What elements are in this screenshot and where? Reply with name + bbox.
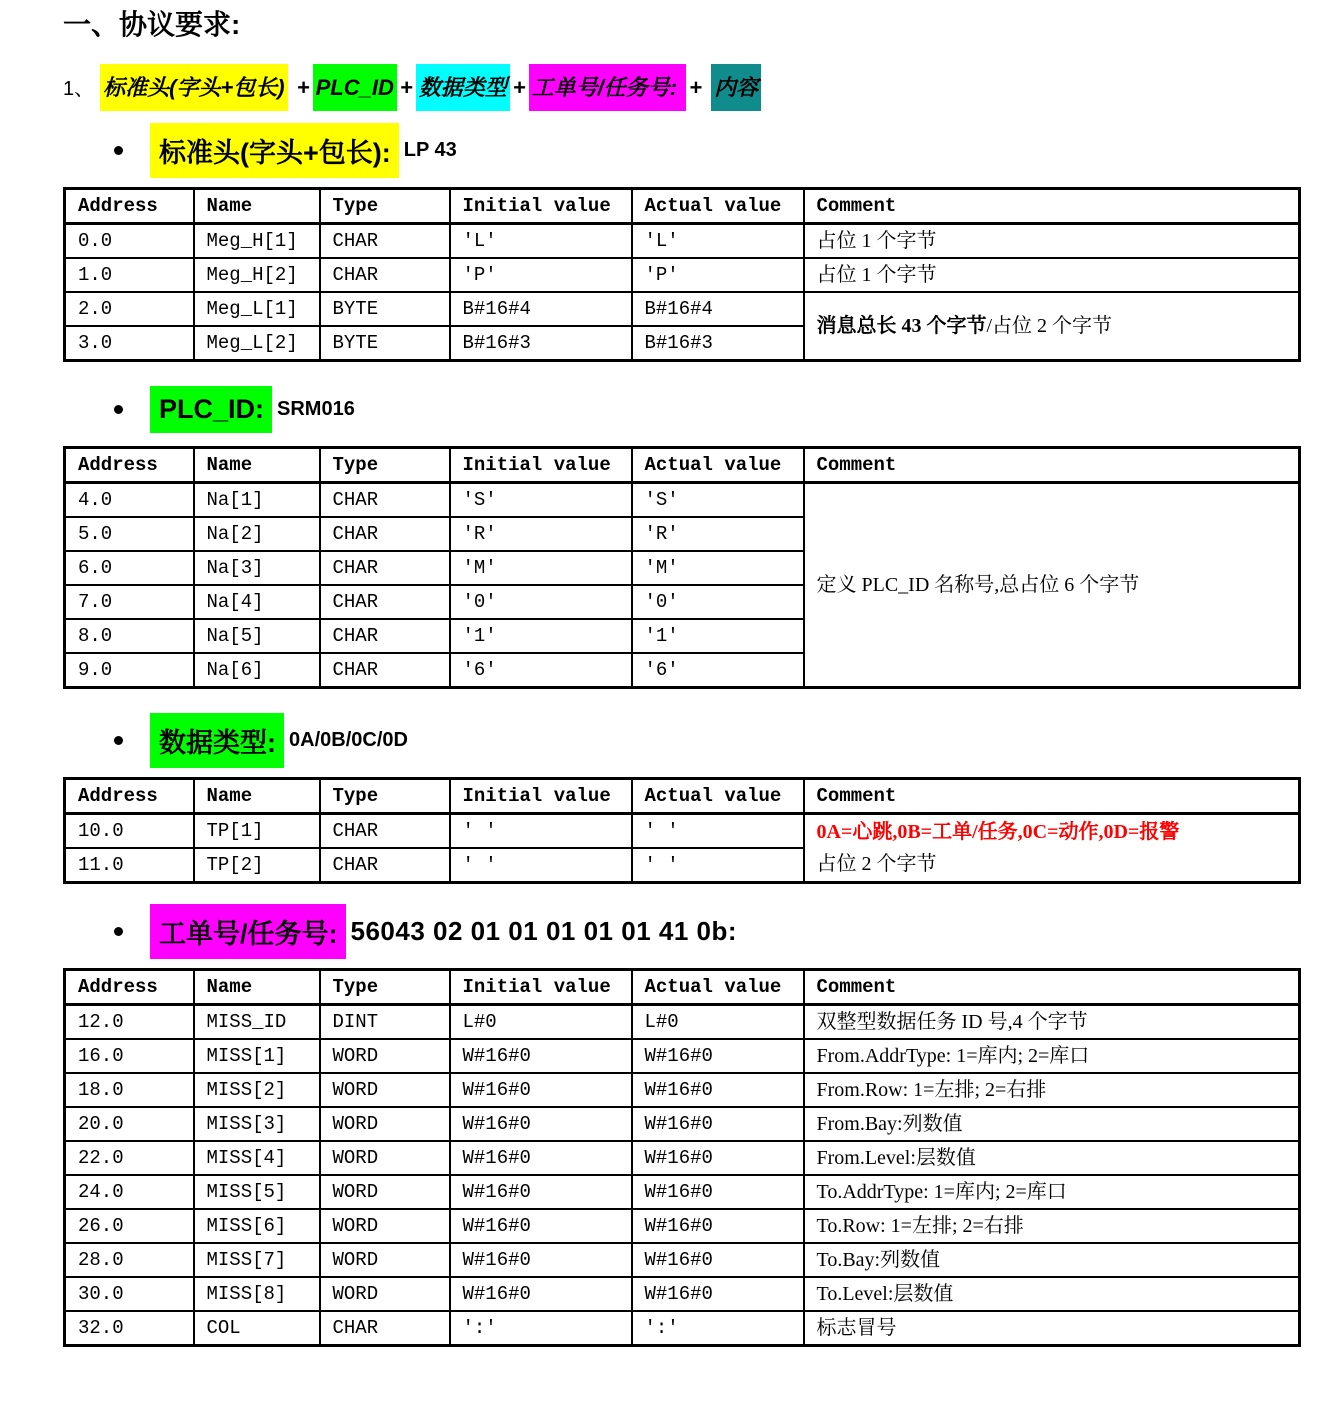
cell-type: CHAR (320, 814, 450, 849)
comment-line (817, 1006, 1295, 1038)
cell-actual-value: 'P' (632, 258, 804, 292)
cell-type: CHAR (320, 619, 450, 653)
cell-comment (804, 1277, 1300, 1311)
comment-line (817, 1210, 1295, 1242)
cell-name: MISS[6] (194, 1209, 320, 1243)
cell-comment (804, 1243, 1300, 1277)
cell-comment (804, 1039, 1300, 1073)
comment-text: 双整型数据任务 ID 号,4 个字节 (816, 1011, 1088, 1033)
table-header-row (65, 189, 1300, 224)
cell-actual-value: W#16#0 (632, 1073, 804, 1107)
cell-name: MISS[3] (194, 1107, 320, 1141)
table-row (65, 224, 1300, 259)
cell-name: Meg_H[1] (194, 224, 320, 259)
cell-initial-value: L#0 (450, 1005, 632, 1040)
cell-comment (804, 1141, 1300, 1175)
plus-separator: + (290, 75, 310, 100)
cell-initial-value: 'P' (450, 258, 632, 292)
bullet-icon (114, 927, 123, 936)
cell-type: DINT (320, 1005, 450, 1040)
header-cell: Address (65, 189, 194, 224)
cell-initial-value: W#16#0 (450, 1039, 632, 1073)
header-cell: Name (194, 970, 320, 1005)
comment-text: From.Level:层数值 (816, 1147, 976, 1169)
comment-line (817, 1040, 1295, 1072)
formula-segment-plcid: PLC_ID (313, 64, 397, 111)
cell-type: CHAR (320, 551, 450, 585)
comment-text: From.Bay:列数值 (816, 1113, 963, 1135)
comment-text-red: 0A=心跳,0B=工单/任务,0C=动作,0D=报警 (816, 821, 1180, 843)
cell-comment (804, 1005, 1300, 1040)
table-header-row (65, 779, 1300, 814)
cell-initial-value: W#16#0 (450, 1073, 632, 1107)
cell-address: 8.0 (65, 619, 194, 653)
comment-text: To.Bay:列数值 (816, 1249, 941, 1271)
workorder-table (63, 968, 1301, 1347)
cell-type: WORD (320, 1277, 450, 1311)
header-cell: Comment (804, 448, 1300, 483)
cell-type: WORD (320, 1141, 450, 1175)
table-row (65, 1311, 1300, 1346)
table-row (65, 1277, 1300, 1311)
cell-type: WORD (320, 1209, 450, 1243)
cell-actual-value: '1' (632, 619, 804, 653)
header-cell: Actual value (632, 779, 804, 814)
comment-text: To.Level:层数值 (816, 1283, 954, 1305)
cell-comment (804, 483, 1300, 688)
cell-name: Na[5] (194, 619, 320, 653)
cell-type: CHAR (320, 224, 450, 259)
comment-text: 定义 PLC_ID 名称号,总占位 6 个字节 (816, 574, 1140, 596)
section-value: LP 43 (403, 138, 457, 161)
header-cell: Address (65, 448, 194, 483)
comment-text: To.AddrType: 1=库内; 2=库口 (816, 1181, 1067, 1203)
standard-header-table (63, 187, 1301, 362)
table-row (65, 1209, 1300, 1243)
header-cell: Name (194, 779, 320, 814)
cell-name: MISS[8] (194, 1277, 320, 1311)
header-cell: Name (194, 189, 320, 224)
cell-actual-value: ':' (632, 1311, 804, 1346)
table-row (65, 1175, 1300, 1209)
cell-actual-value: 'M' (632, 551, 804, 585)
bullet-icon (114, 736, 123, 745)
formula-segment-header: 标准头(字头+包长) (100, 64, 288, 111)
comment-line (817, 1074, 1295, 1106)
plus-separator: + (399, 75, 413, 100)
header-cell: Actual value (632, 189, 804, 224)
table-row (65, 1243, 1300, 1277)
cell-address: 0.0 (65, 224, 194, 259)
cell-comment (804, 1311, 1300, 1346)
cell-address: 16.0 (65, 1039, 194, 1073)
cell-type: BYTE (320, 292, 450, 326)
cell-type: CHAR (320, 258, 450, 292)
cell-address: 32.0 (65, 1311, 194, 1346)
comment-line (817, 1142, 1295, 1174)
cell-address: 20.0 (65, 1107, 194, 1141)
header-cell: Comment (804, 779, 1300, 814)
cell-actual-value: W#16#0 (632, 1277, 804, 1311)
comment-text: To.Row: 1=左排; 2=右排 (816, 1215, 1024, 1237)
cell-name: MISS[1] (194, 1039, 320, 1073)
header-cell: Initial value (450, 779, 632, 814)
cell-name: Na[2] (194, 517, 320, 551)
cell-type: WORD (320, 1243, 450, 1277)
cell-name: MISS[7] (194, 1243, 320, 1277)
table-header-row (65, 970, 1300, 1005)
cell-actual-value: '0' (632, 585, 804, 619)
cell-address: 1.0 (65, 258, 194, 292)
cell-initial-value: ':' (450, 1311, 632, 1346)
comment-text: 消息总长 43 个字节 (816, 315, 987, 337)
comment-line (817, 225, 1295, 257)
cell-initial-value: 'S' (450, 483, 632, 518)
cell-initial-value: 'M' (450, 551, 632, 585)
cell-actual-value: '6' (632, 653, 804, 688)
comment-line (817, 1278, 1295, 1310)
section-heading-datatype (114, 715, 1344, 765)
cell-name: MISS[2] (194, 1073, 320, 1107)
datatype-table (63, 777, 1301, 884)
header-cell: Type (320, 448, 450, 483)
cell-address: 10.0 (65, 814, 194, 849)
cell-actual-value: W#16#0 (632, 1039, 804, 1073)
cell-comment (804, 1209, 1300, 1243)
cell-actual-value: ' ' (632, 814, 804, 849)
list-number: 1、 (63, 78, 95, 100)
comment-text: 占位 1 个字节 (816, 230, 937, 252)
header-cell: Name (194, 448, 320, 483)
cell-address: 11.0 (65, 848, 194, 883)
bullet-icon (114, 146, 123, 155)
comment-text: 占位 1 个字节 (816, 264, 937, 286)
comment-line (817, 848, 1295, 880)
cell-type: WORD (320, 1039, 450, 1073)
cell-actual-value: 'R' (632, 517, 804, 551)
comment-line (817, 816, 1295, 848)
header-cell: Address (65, 779, 194, 814)
header-cell: Actual value (632, 970, 804, 1005)
header-cell: Comment (804, 970, 1300, 1005)
table-row (65, 1073, 1300, 1107)
plcid-table (63, 446, 1301, 689)
cell-actual-value: ' ' (632, 848, 804, 883)
cell-address: 26.0 (65, 1209, 194, 1243)
cell-address: 24.0 (65, 1175, 194, 1209)
cell-initial-value: B#16#4 (450, 292, 632, 326)
table-row (65, 483, 1300, 518)
section-label: 工单号/任务号: (150, 904, 346, 959)
comment-text: From.AddrType: 1=库内; 2=库口 (816, 1045, 1090, 1067)
comment-line (817, 310, 1295, 342)
table-row (65, 1141, 1300, 1175)
section-value: SRM016 (277, 397, 355, 420)
cell-name: COL (194, 1311, 320, 1346)
cell-initial-value: W#16#0 (450, 1277, 632, 1311)
cell-type: WORD (320, 1107, 450, 1141)
cell-comment (804, 224, 1300, 259)
cell-type: CHAR (320, 848, 450, 883)
header-cell: Initial value (450, 189, 632, 224)
comment-text: From.Row: 1=左排; 2=右排 (816, 1079, 1047, 1101)
cell-name: TP[1] (194, 814, 320, 849)
plus-separator: + (689, 75, 709, 100)
cell-name: MISS[5] (194, 1175, 320, 1209)
cell-address: 5.0 (65, 517, 194, 551)
comment-line (817, 1244, 1295, 1276)
comment-line (817, 259, 1295, 291)
cell-initial-value: '1' (450, 619, 632, 653)
cell-name: Meg_L[1] (194, 292, 320, 326)
cell-initial-value: '6' (450, 653, 632, 688)
cell-comment (804, 814, 1300, 883)
section-heading-plcid (114, 384, 1344, 434)
cell-comment (804, 1175, 1300, 1209)
cell-actual-value: L#0 (632, 1005, 804, 1040)
cell-address: 30.0 (65, 1277, 194, 1311)
cell-type: CHAR (320, 585, 450, 619)
cell-address: 12.0 (65, 1005, 194, 1040)
cell-actual-value: B#16#4 (632, 292, 804, 326)
table-row (65, 1039, 1300, 1073)
cell-comment (804, 292, 1300, 361)
table-row (65, 814, 1300, 849)
cell-initial-value: W#16#0 (450, 1175, 632, 1209)
comment-text: /占位 2 个字节 (986, 315, 1113, 337)
cell-name: MISS_ID (194, 1005, 320, 1040)
comment-text: 标志冒号 (816, 1317, 897, 1339)
cell-address: 6.0 (65, 551, 194, 585)
section-value: 0A/0B/0C/0D (289, 728, 408, 751)
cell-initial-value: W#16#0 (450, 1107, 632, 1141)
cell-type: WORD (320, 1175, 450, 1209)
cell-actual-value: W#16#0 (632, 1107, 804, 1141)
cell-address: 4.0 (65, 483, 194, 518)
cell-actual-value: W#16#0 (632, 1243, 804, 1277)
header-cell: Initial value (450, 970, 632, 1005)
cell-initial-value: B#16#3 (450, 326, 632, 361)
cell-address: 22.0 (65, 1141, 194, 1175)
section-value: 56043 02 01 01 01 01 01 41 0b: (350, 915, 738, 946)
cell-initial-value: W#16#0 (450, 1209, 632, 1243)
cell-type: CHAR (320, 653, 450, 688)
cell-comment (804, 258, 1300, 292)
table-row (65, 292, 1300, 326)
formula-segment-datatype: 数据类型 (416, 64, 510, 111)
comment-line (817, 1176, 1295, 1208)
cell-comment (804, 1073, 1300, 1107)
cell-actual-value: 'S' (632, 483, 804, 518)
cell-address: 18.0 (65, 1073, 194, 1107)
cell-type: CHAR (320, 1311, 450, 1346)
cell-name: TP[2] (194, 848, 320, 883)
cell-address: 7.0 (65, 585, 194, 619)
cell-address: 3.0 (65, 326, 194, 361)
cell-address: 9.0 (65, 653, 194, 688)
cell-type: WORD (320, 1073, 450, 1107)
cell-actual-value: 'L' (632, 224, 804, 259)
comment-text: 占位 2 个字节 (816, 853, 937, 875)
comment-line (817, 1108, 1295, 1140)
cell-name: Na[6] (194, 653, 320, 688)
header-cell: Comment (804, 189, 1300, 224)
cell-actual-value: W#16#0 (632, 1175, 804, 1209)
plus-separator: + (512, 75, 526, 100)
header-cell: Type (320, 970, 450, 1005)
cell-name: Meg_L[2] (194, 326, 320, 361)
header-cell: Actual value (632, 448, 804, 483)
bullet-icon (114, 405, 123, 414)
table-header-row (65, 448, 1300, 483)
cell-name: MISS[4] (194, 1141, 320, 1175)
cell-name: Na[1] (194, 483, 320, 518)
cell-initial-value: ' ' (450, 848, 632, 883)
cell-actual-value: W#16#0 (632, 1209, 804, 1243)
comment-line (817, 569, 1295, 601)
table-row (65, 1107, 1300, 1141)
page-title: 一、协议要求: (63, 9, 241, 40)
cell-address: 2.0 (65, 292, 194, 326)
cell-initial-value: 'L' (450, 224, 632, 259)
header-cell: Type (320, 779, 450, 814)
section-label: PLC_ID: (150, 386, 272, 433)
cell-comment (804, 1107, 1300, 1141)
cell-initial-value: '0' (450, 585, 632, 619)
cell-address: 28.0 (65, 1243, 194, 1277)
cell-initial-value: 'R' (450, 517, 632, 551)
cell-initial-value: ' ' (450, 814, 632, 849)
cell-name: Na[3] (194, 551, 320, 585)
section-heading-workorder (114, 906, 1344, 956)
cell-type: BYTE (320, 326, 450, 361)
section-label: 数据类型: (150, 713, 284, 768)
cell-type: CHAR (320, 517, 450, 551)
protocol-formula-line (63, 62, 1344, 117)
cell-actual-value: W#16#0 (632, 1141, 804, 1175)
header-cell: Address (65, 970, 194, 1005)
table-row (65, 258, 1300, 292)
section-heading-standard-header (114, 125, 1344, 175)
header-cell: Type (320, 189, 450, 224)
table-row (65, 1005, 1300, 1040)
formula-segment-content: 内容 (711, 64, 761, 111)
cell-name: Meg_H[2] (194, 258, 320, 292)
cell-type: CHAR (320, 483, 450, 518)
cell-actual-value: B#16#3 (632, 326, 804, 361)
cell-initial-value: W#16#0 (450, 1243, 632, 1277)
cell-initial-value: W#16#0 (450, 1141, 632, 1175)
section-label: 标准头(字头+包长): (150, 123, 399, 178)
cell-name: Na[4] (194, 585, 320, 619)
formula-segment-workorder: 工单号/任务号: (529, 64, 687, 111)
header-cell: Initial value (450, 448, 632, 483)
comment-line (817, 1312, 1295, 1344)
